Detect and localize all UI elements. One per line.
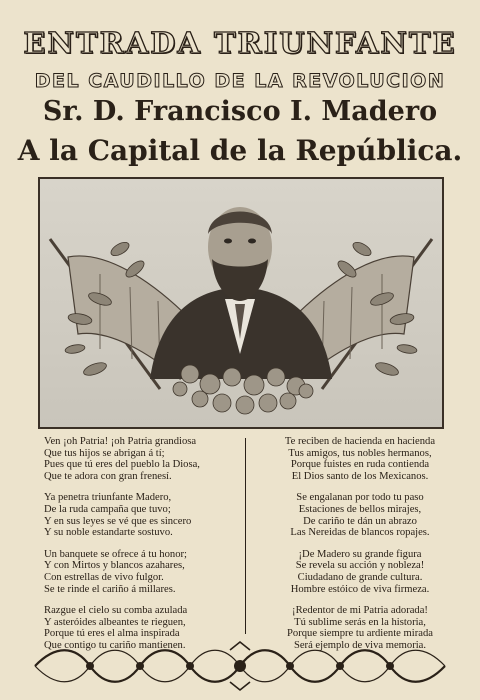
verse-line: El Dios santo de los Mexicanos. bbox=[291, 470, 429, 482]
verse-line: Tú sublime serás en la historia, bbox=[294, 616, 426, 628]
verse-line: Porque fuistes en ruda contienda bbox=[290, 459, 430, 471]
verse-line: ¡Redentor de mi Patria adorada! bbox=[292, 605, 428, 617]
verse-line: Un banquete se ofrece á tu honor; bbox=[44, 548, 187, 560]
verse-line: Que te adora con gran frenesí. bbox=[44, 470, 172, 482]
verse-line: Razgue el cielo su comba azulada bbox=[44, 605, 188, 617]
verse-line: Y asteróides albeantes te rieguen, bbox=[44, 616, 186, 628]
verse-line: Y con Mirtos y blancos azahares, bbox=[44, 560, 185, 572]
stanza bbox=[262, 549, 458, 595]
verse-line: Será ejemplo de viva memoria. bbox=[293, 639, 427, 651]
poem-right-column bbox=[262, 436, 458, 662]
stanza bbox=[44, 492, 240, 538]
verse-line: Se te rinde el cariño á millares. bbox=[44, 583, 176, 595]
verse-line: Y en sus leyes se vé que es sincero bbox=[44, 515, 192, 527]
poem-left-column bbox=[44, 436, 240, 662]
verse-line: Se revela su acción y nobleza! bbox=[295, 560, 425, 572]
verse-line: Porque siempre tu ardiente mirada bbox=[287, 628, 433, 640]
portrait-illustration bbox=[38, 177, 444, 429]
madero-portrait-with-flags bbox=[40, 179, 442, 427]
verse-line: De la ruda campaña que tuvo; bbox=[44, 503, 171, 515]
verse-line: Te reciben de hacienda en hacienda bbox=[284, 436, 436, 447]
headline-caudillo: DEL CAUDILLO DE LA REVOLUCION bbox=[34, 70, 446, 92]
portrait-figure bbox=[150, 207, 332, 379]
verse-line: ¡De Madero su grande figura bbox=[298, 548, 422, 560]
stanza bbox=[262, 436, 458, 482]
verse-line: Con estrellas de vivo fulgor. bbox=[44, 571, 164, 583]
column-divider bbox=[245, 438, 246, 634]
headline-capital: A la Capital de la República. bbox=[17, 134, 463, 167]
verse-line: Que tus hijos se abrigan á tí; bbox=[44, 447, 165, 459]
headline-entrada-triunfante: ENTRADA TRIUNFANTE bbox=[23, 26, 457, 60]
stanza bbox=[44, 549, 240, 595]
verse-line: Estaciones de bellos mirajes, bbox=[298, 503, 422, 515]
poem-verses bbox=[38, 436, 442, 651]
ornamental-border bbox=[30, 640, 450, 692]
verse-line: Pues que tú eres del pueblo la Diosa, bbox=[44, 459, 200, 471]
verse-line: Hombre estóico de viva firmeza. bbox=[290, 583, 430, 595]
verse-line: Tus amigos, tus nobles hermanos, bbox=[288, 447, 432, 459]
stanza bbox=[44, 436, 240, 482]
verse-line: Ya penetra triunfante Madero, bbox=[44, 492, 172, 504]
verse-line: Y su noble estandarte sostuvo. bbox=[44, 527, 173, 539]
headline-madero-name: Sr. D. Francisco I. Madero bbox=[42, 96, 438, 127]
verse-line: Las Nereidas de blancos ropajes. bbox=[290, 527, 430, 539]
verse-line: Que contigo tu cariño mantienen. bbox=[44, 639, 186, 651]
verse-line: De cariño te dán un abrazo bbox=[303, 515, 417, 527]
verse-line: Ven ¡oh Patria! ¡oh Patria grandiosa bbox=[44, 436, 197, 447]
verse-line: Se engalanan por todo tu paso bbox=[296, 492, 424, 504]
verse-line: Porque tú eres el alma inspirada bbox=[44, 628, 180, 640]
stanza bbox=[262, 492, 458, 538]
verse-line: Ciudadano de grande cultura. bbox=[297, 571, 423, 583]
